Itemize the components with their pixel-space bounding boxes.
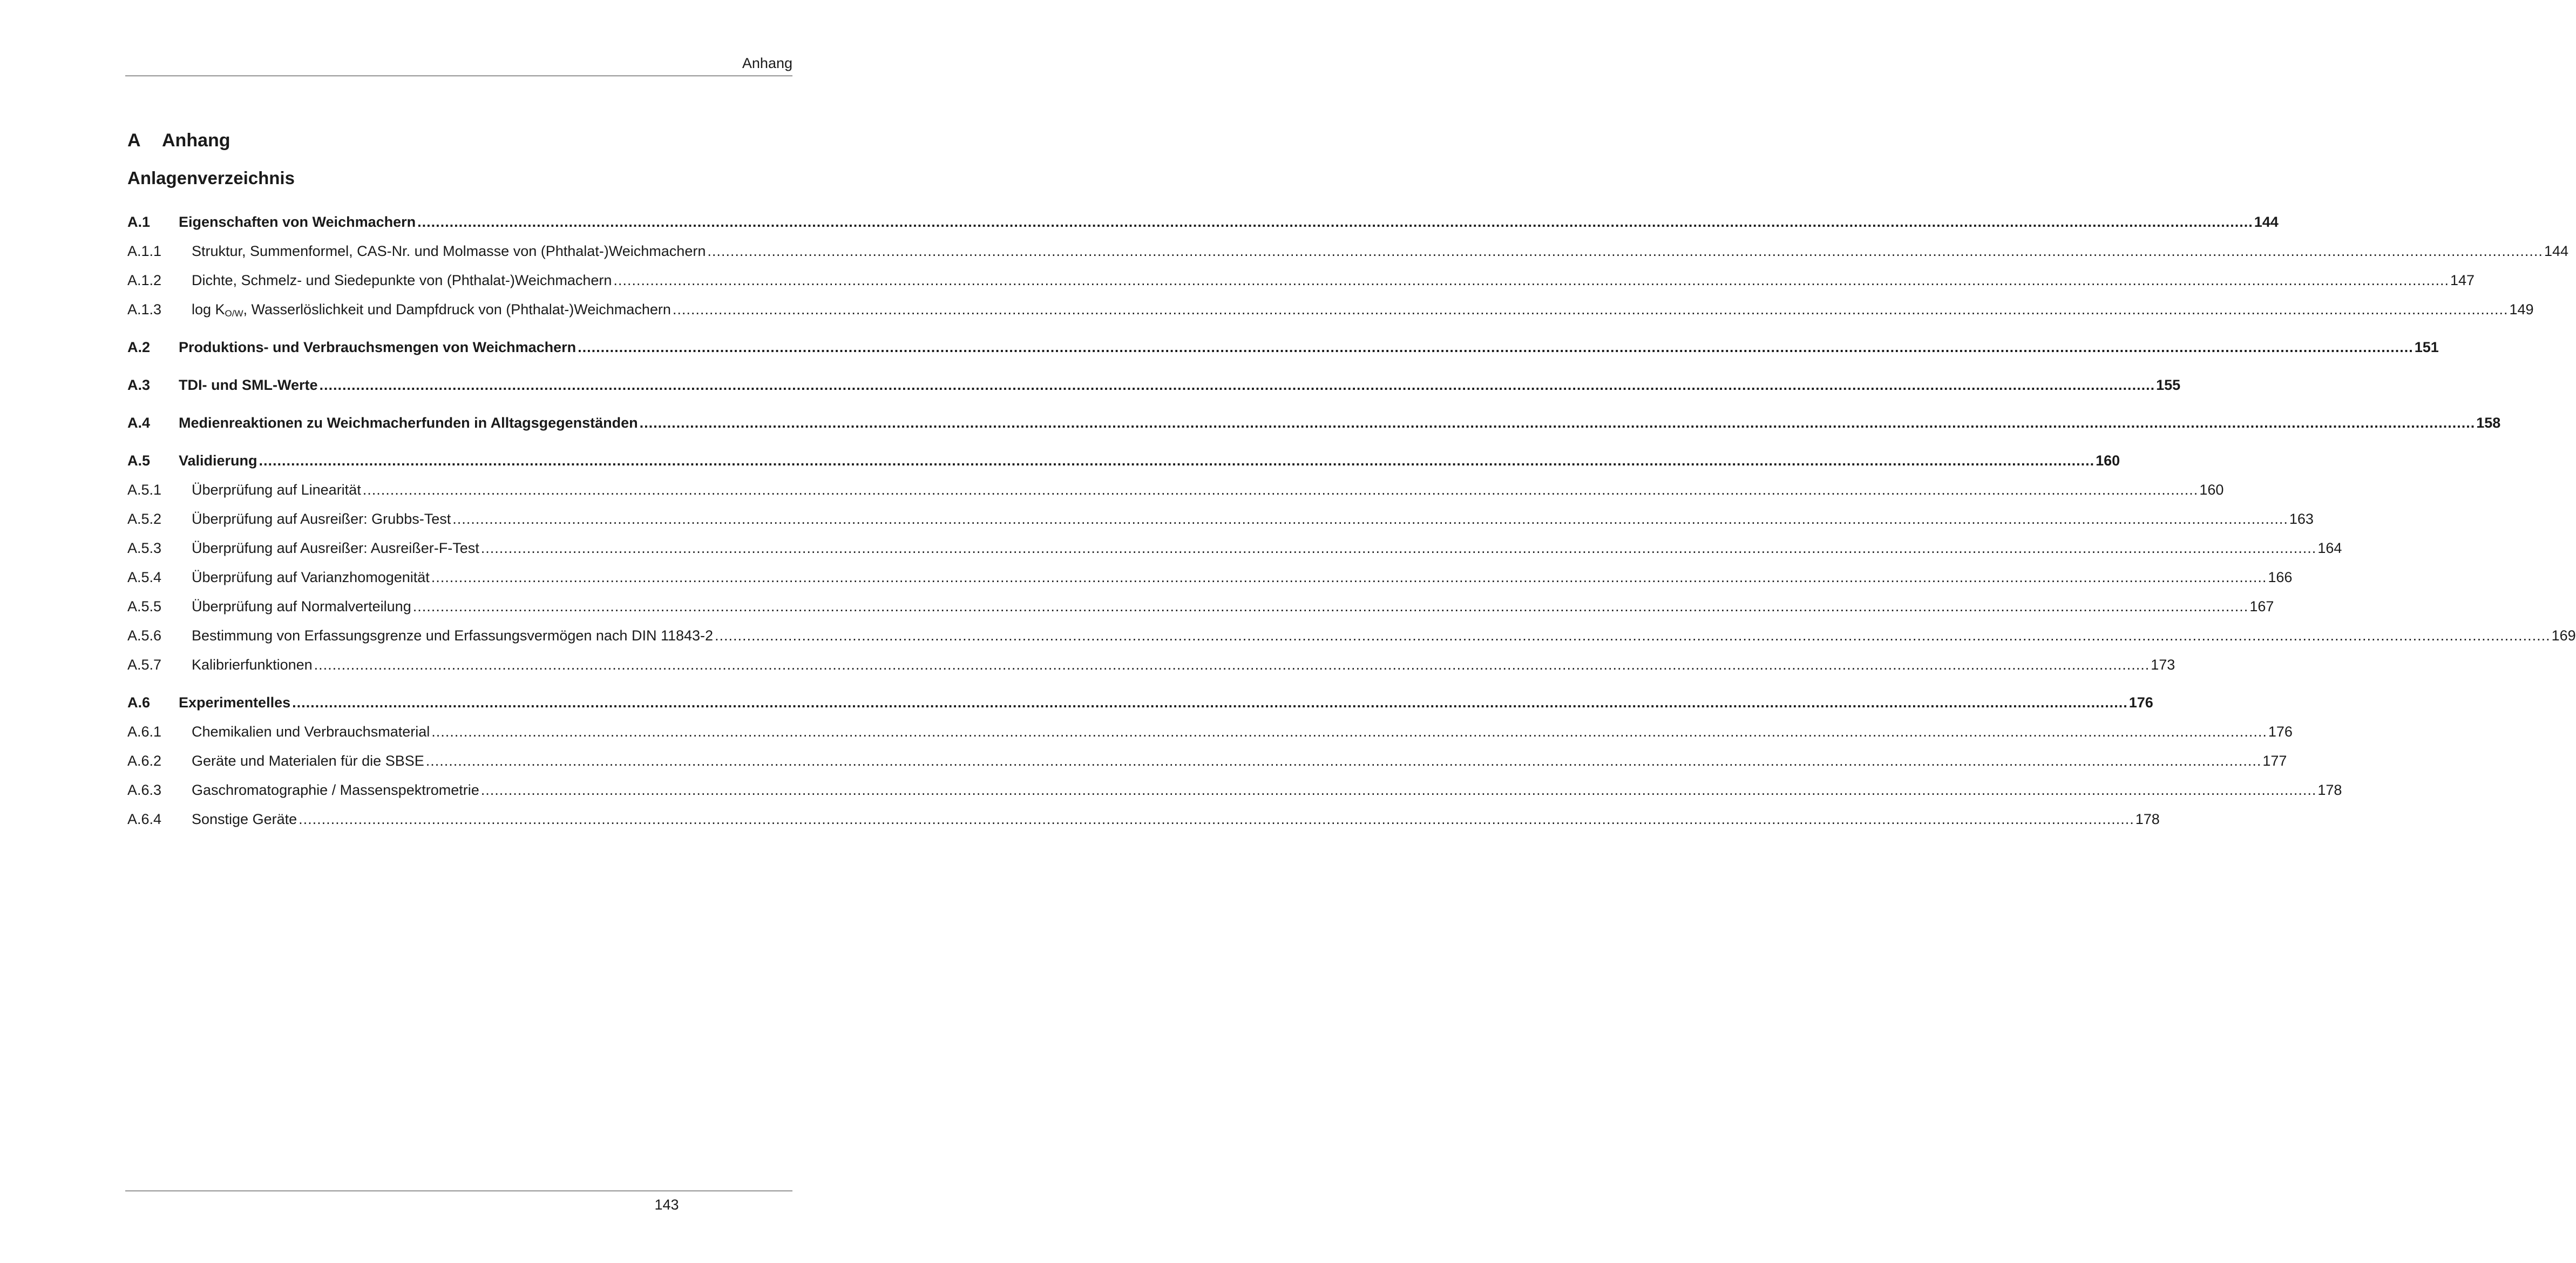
page-number: 143 (654, 1197, 679, 1213)
toc-entry-page: 144 (2254, 214, 2279, 230)
toc-entry-page: 160 (2199, 482, 2224, 498)
toc-entry-title: Produktions- und Verbrauchsmengen von Weichmachern (179, 339, 577, 355)
toc-dot-leader: ................................................................................................................................................................................................................................................................................................................................................................................................................ (480, 540, 2317, 556)
running-header: Anhang (742, 55, 792, 71)
toc-entry[interactable] (127, 475, 2224, 504)
toc-entry[interactable] (127, 446, 2120, 475)
toc-entry-title: Überprüfung auf Varianzhomogenität (192, 569, 430, 585)
toc-entry-title: Bestimmung von Erfassungsgrenze und Erfassungsvermögen nach DIN 11843-2 (192, 627, 714, 644)
toc-entry[interactable] (127, 621, 2576, 650)
toc-entry-number: A.5.7 (127, 657, 162, 673)
toc-entry-title: Kalibrierfunktionen (192, 657, 313, 673)
toc-entry[interactable] (127, 408, 2501, 437)
toc-entry-number: A.6.4 (127, 811, 162, 827)
toc-entry-page: 151 (2414, 339, 2439, 355)
toc-entry-number: A.5.6 (127, 627, 162, 644)
toc-dot-leader: ................................................................................................................................................................................................................................................................................................................................................................................................................ (412, 598, 2249, 614)
toc-entry-number: A.5.5 (127, 598, 162, 614)
toc-dot-leader: ................................................................................................................................................................................................................................................................................................................................................................................................................ (431, 724, 2267, 740)
toc-entry-title: Chemikalien und Verbrauchsmaterial (192, 724, 430, 740)
toc-entry[interactable] (127, 207, 2279, 237)
toc-entry-number: A.5.2 (127, 511, 162, 527)
toc-entry[interactable] (127, 717, 2293, 746)
toc-entry-title: Geräte und Materialen für die SBSE (192, 753, 424, 769)
toc-entry-page: 177 (2262, 753, 2287, 769)
toc-dot-leader: ................................................................................................................................................................................................................................................................................................................................................................................................................ (431, 569, 2267, 585)
toc-entry-number: A.1.1 (127, 243, 162, 259)
toc-entry[interactable] (127, 333, 2439, 362)
toc-entry-number: A.5.3 (127, 540, 162, 556)
toc-entry-title: Eigenschaften von Weichmachern (179, 214, 416, 230)
toc-dot-leader: ................................................................................................................................................................................................................................................................................................................................................................................................................ (480, 782, 2317, 798)
toc-entry-title: Überprüfung auf Linearität (192, 482, 361, 498)
toc-dot-leader: ................................................................................................................................................................................................................................................................................................................................................................................................................ (259, 452, 2095, 469)
toc-entry[interactable] (127, 805, 2160, 834)
toc-dot-leader: ................................................................................................................................................................................................................................................................................................................................................................................................................ (613, 272, 2449, 288)
toc-entry-page: 163 (2289, 511, 2314, 527)
chapter-title: Anhang (162, 130, 231, 151)
toc-entry-number: A.6.1 (127, 724, 162, 740)
toc-dot-leader: ................................................................................................................................................................................................................................................................................................................................................................................................................ (292, 694, 2128, 711)
toc-entry-number: A.6.2 (127, 753, 162, 769)
table-of-contents (127, 207, 2576, 834)
toc-dot-leader: ................................................................................................................................................................................................................................................................................................................................................................................................................ (578, 339, 2414, 355)
toc-dot-leader: ................................................................................................................................................................................................................................................................................................................................................................................................................ (299, 811, 2134, 827)
toc-entry-number: A.4 (127, 415, 151, 431)
toc-entry-page: 176 (2268, 724, 2293, 740)
toc-entry-page: 155 (2156, 377, 2181, 393)
toc-entry[interactable] (127, 237, 2568, 266)
toc-entry-number: A.6.3 (127, 782, 162, 798)
toc-entry[interactable] (127, 370, 2181, 400)
toc-entry[interactable] (127, 533, 2342, 563)
toc-entry-page: 173 (2151, 657, 2175, 673)
toc-entry-number: A.6 (127, 694, 151, 711)
toc-entry-title-part: , Wasserlöslichkeit und Dampfdruck von (Phthalat-)Weichmachern (243, 301, 671, 318)
chapter-heading (127, 129, 231, 152)
toc-entry-number: A.5 (127, 452, 151, 469)
toc-entry-page: 167 (2249, 598, 2274, 614)
toc-dot-leader: ................................................................................................................................................................................................................................................................................................................................................................................................................ (314, 657, 2150, 673)
toc-entry-title: Medienreaktionen zu Weichmacherfunden in Alltagsgegenständen (179, 415, 638, 431)
toc-dot-leader: ................................................................................................................................................................................................................................................................................................................................................................................................................ (639, 415, 2476, 431)
toc-entry-page: 149 (2509, 301, 2534, 318)
toc-entry-page: 160 (2096, 452, 2120, 469)
toc-entry-title: Überprüfung auf Normalverteilung (192, 598, 411, 614)
toc-entry-number: A.5.1 (127, 482, 162, 498)
toc-entry-number: A.3 (127, 377, 151, 393)
toc-dot-leader: ................................................................................................................................................................................................................................................................................................................................................................................................................ (417, 214, 2253, 230)
toc-title: Anlagenverzeichnis (127, 168, 295, 188)
toc-entry-page: 144 (2544, 243, 2568, 259)
toc-entry-title (192, 295, 671, 324)
toc-entry-title: Validierung (179, 452, 257, 469)
toc-entry[interactable] (127, 688, 2153, 717)
toc-entry-page: 147 (2450, 272, 2475, 288)
toc-entry-number: A.5.4 (127, 569, 162, 585)
toc-dot-leader: ................................................................................................................................................................................................................................................................................................................................................................................................................ (319, 377, 2155, 393)
toc-entry-title: Überprüfung auf Ausreißer: Ausreißer-F-Test (192, 540, 479, 556)
toc-entry-title: Sonstige Geräte (192, 811, 297, 827)
toc-entry-title: Gaschromatographie / Massenspektrometrie (192, 782, 479, 798)
toc-entry[interactable] (127, 504, 2314, 533)
toc-entry[interactable] (127, 295, 2534, 324)
toc-entry-title: Struktur, Summenformel, CAS-Nr. und Molmasse von (Phthalat-)Weichmachern (192, 243, 706, 259)
toc-entry-number: A.1.3 (127, 301, 162, 318)
toc-dot-leader: ................................................................................................................................................................................................................................................................................................................................................................................................................ (672, 301, 2509, 318)
toc-entry-title: TDI- und SML-Werte (179, 377, 318, 393)
toc-entry-number: A.1 (127, 214, 151, 230)
toc-dot-leader: ................................................................................................................................................................................................................................................................................................................................................................................................................ (425, 753, 2262, 769)
toc-entry-number: A.1.2 (127, 272, 162, 288)
toc-entry-page: 164 (2317, 540, 2342, 556)
toc-entry-page: 178 (2135, 811, 2160, 827)
toc-entry-page: 166 (2268, 569, 2293, 585)
toc-dot-leader: ................................................................................................................................................................................................................................................................................................................................................................................................................ (707, 243, 2543, 259)
toc-entry[interactable] (127, 266, 2475, 295)
toc-dot-leader: ................................................................................................................................................................................................................................................................................................................................................................................................................ (452, 511, 2288, 527)
toc-entry-title-subscript: O/W (225, 308, 243, 319)
toc-entry-page: 169 (2551, 627, 2576, 644)
toc-entry[interactable] (127, 746, 2287, 775)
chapter-letter: A (127, 130, 141, 151)
toc-dot-leader: ................................................................................................................................................................................................................................................................................................................................................................................................................ (362, 482, 2199, 498)
toc-entry-number: A.2 (127, 339, 151, 355)
toc-entry-page: 178 (2317, 782, 2342, 798)
toc-entry[interactable] (127, 775, 2342, 805)
toc-entry-title: Dichte, Schmelz- und Siedepunkte von (Phthalat-)Weichmachern (192, 272, 612, 288)
toc-entry[interactable] (127, 592, 2274, 621)
toc-entry-page: 176 (2128, 694, 2153, 711)
toc-entry-title: Experimentelles (179, 694, 291, 711)
toc-dot-leader: ................................................................................................................................................................................................................................................................................................................................................................................................................ (715, 627, 2551, 644)
toc-entry-title: Überprüfung auf Ausreißer: Grubbs-Test (192, 511, 451, 527)
toc-entry-title-part: log K (192, 301, 225, 318)
toc-entry[interactable] (127, 563, 2293, 592)
toc-entry-page: 158 (2476, 415, 2501, 431)
toc-entry[interactable] (127, 650, 2175, 679)
